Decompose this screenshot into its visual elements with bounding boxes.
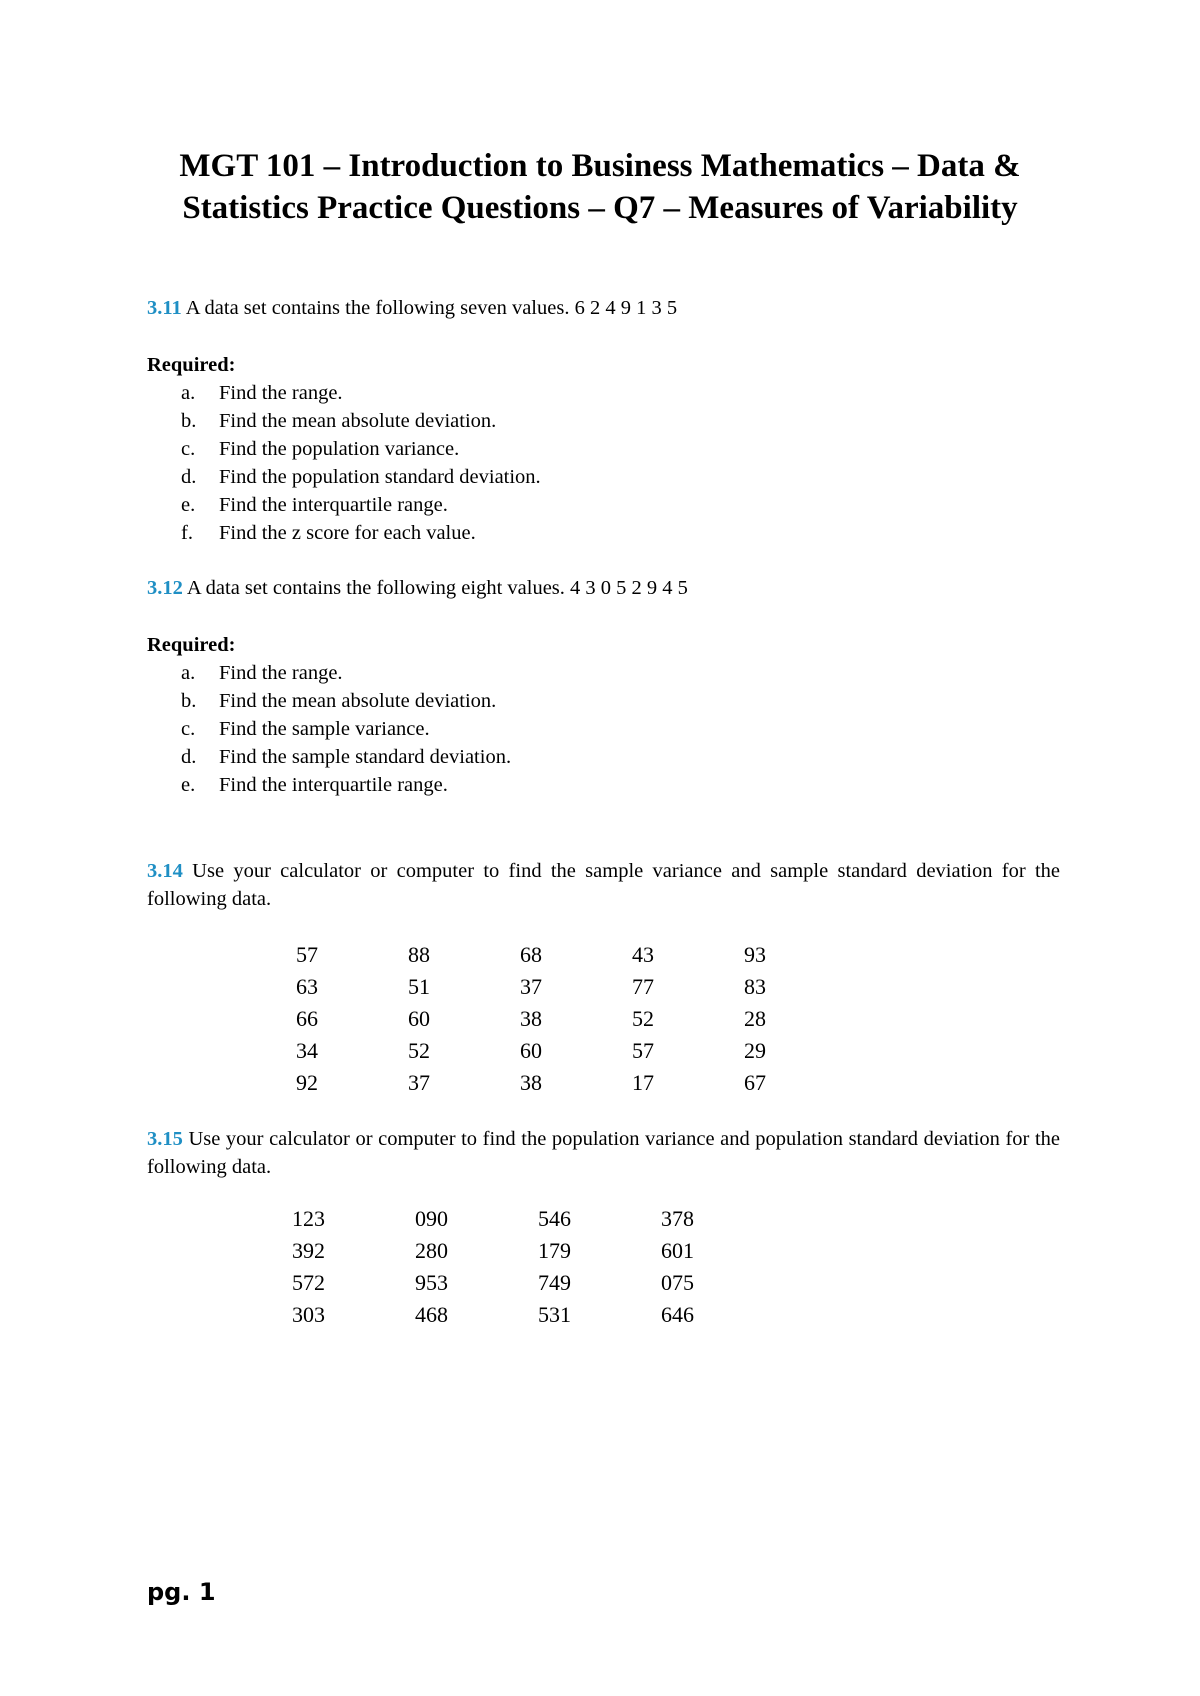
list-item [147,519,1060,547]
table-row [292,1267,784,1299]
table-cell: 92 [296,1070,318,1095]
table-cell: 60 [408,1006,430,1031]
item-text: Find the interquartile range. [219,494,448,516]
data-table-3-14 [296,939,856,1099]
table-cell: 953 [415,1270,448,1295]
table-cell: 531 [538,1302,571,1327]
item-letter: d. [181,746,197,768]
list-item [147,379,1060,407]
list-item [147,771,1060,799]
list-item [147,715,1060,743]
table-cell: 52 [632,1006,654,1031]
table-cell: 123 [292,1206,325,1231]
table-cell: 392 [292,1238,325,1263]
item-text: Find the population standard deviation. [219,466,541,488]
item-text: Find the range. [219,662,343,684]
data-table-3-15 [292,1203,784,1331]
item-text: Find the interquartile range. [219,774,448,796]
table-cell: 37 [408,1070,430,1095]
required-block-3-11 [147,351,1060,547]
table-cell: 29 [744,1038,766,1063]
table-cell: 34 [296,1038,318,1063]
item-letter: a. [181,662,196,684]
question-3-11 [147,294,1060,322]
table-cell: 43 [632,942,654,967]
question-3-12 [147,574,1060,602]
item-text: Find the population variance. [219,438,460,460]
table-row [292,1299,784,1331]
item-letter: f. [181,522,193,544]
item-text: Find the sample standard deviation. [219,746,512,768]
list-item [147,491,1060,519]
list-item [147,435,1060,463]
item-text: Find the mean absolute deviation. [219,690,497,712]
table-cell: 67 [744,1070,766,1095]
list-item [147,463,1060,491]
table-row [292,1235,784,1267]
table-cell: 468 [415,1302,448,1327]
table-cell: 28 [744,1006,766,1031]
question-text: Use your calculator or computer to find the sample variance and sample standard deviation for the following data. [147,860,1060,910]
table-row [292,1203,784,1235]
table-row [296,1067,856,1099]
item-text: Find the mean absolute deviation. [219,410,497,432]
question-number: 3.11 [147,297,182,319]
table-cell: 52 [408,1038,430,1063]
table-cell: 546 [538,1206,571,1231]
page-title: MGT 101 – Introduction to Business Mathematics – Data & Statistics Practice Questions – Q7 – Measures of Variability [179,148,1021,226]
table-cell: 378 [661,1206,694,1231]
table-cell: 38 [520,1006,542,1031]
question-3-15 [147,1125,1060,1181]
table-cell: 280 [415,1238,448,1263]
question-number: 3.14 [147,860,183,882]
required-block-3-12 [147,631,1060,799]
table-cell: 17 [632,1070,654,1095]
item-letter: e. [181,774,196,796]
question-text: A data set contains the following eight values. 4 3 0 5 2 9 4 5 [182,577,688,599]
item-letter: b. [181,410,197,432]
question-number: 3.15 [147,1128,183,1150]
table-cell: 51 [408,974,430,999]
table-row [296,971,856,1003]
item-letter: d. [181,466,197,488]
table-cell: 77 [632,974,654,999]
required-list [147,659,1060,799]
table-cell: 303 [292,1302,325,1327]
page-number: pg. 1 [147,1578,216,1606]
table-cell: 68 [520,942,542,967]
table-cell: 749 [538,1270,571,1295]
table-cell: 646 [661,1302,694,1327]
table-cell: 88 [408,942,430,967]
item-letter: b. [181,690,197,712]
table-row [296,1035,856,1067]
required-label: Required: [147,634,236,656]
table-row [296,939,856,971]
item-letter: c. [181,718,196,740]
question-number: 3.12 [147,577,183,599]
list-item [147,687,1060,715]
table-cell: 601 [661,1238,694,1263]
list-item [147,407,1060,435]
table-cell: 93 [744,942,766,967]
table-cell: 83 [744,974,766,999]
list-item [147,743,1060,771]
item-letter: a. [181,382,196,404]
table-cell: 63 [296,974,318,999]
table-cell: 37 [520,974,542,999]
table-cell: 179 [538,1238,571,1263]
question-text: A data set contains the following seven values. 6 2 4 9 1 3 5 [181,297,678,319]
required-label: Required: [147,354,236,376]
item-text: Find the z score for each value. [219,522,476,544]
item-text: Find the range. [219,382,343,404]
table-row [296,1003,856,1035]
item-letter: c. [181,438,196,460]
question-3-14 [147,857,1060,913]
table-cell: 075 [661,1270,694,1295]
list-item [147,659,1060,687]
table-cell: 60 [520,1038,542,1063]
required-list [147,379,1060,547]
table-cell: 66 [296,1006,318,1031]
table-cell: 38 [520,1070,542,1095]
table-cell: 090 [415,1206,448,1231]
item-letter: e. [181,494,196,516]
table-cell: 572 [292,1270,325,1295]
table-cell: 57 [632,1038,654,1063]
item-text: Find the sample variance. [219,718,430,740]
question-text: Use your calculator or computer to find the population variance and population standard deviation for the following data. [147,1128,1060,1178]
table-cell: 57 [296,942,318,967]
